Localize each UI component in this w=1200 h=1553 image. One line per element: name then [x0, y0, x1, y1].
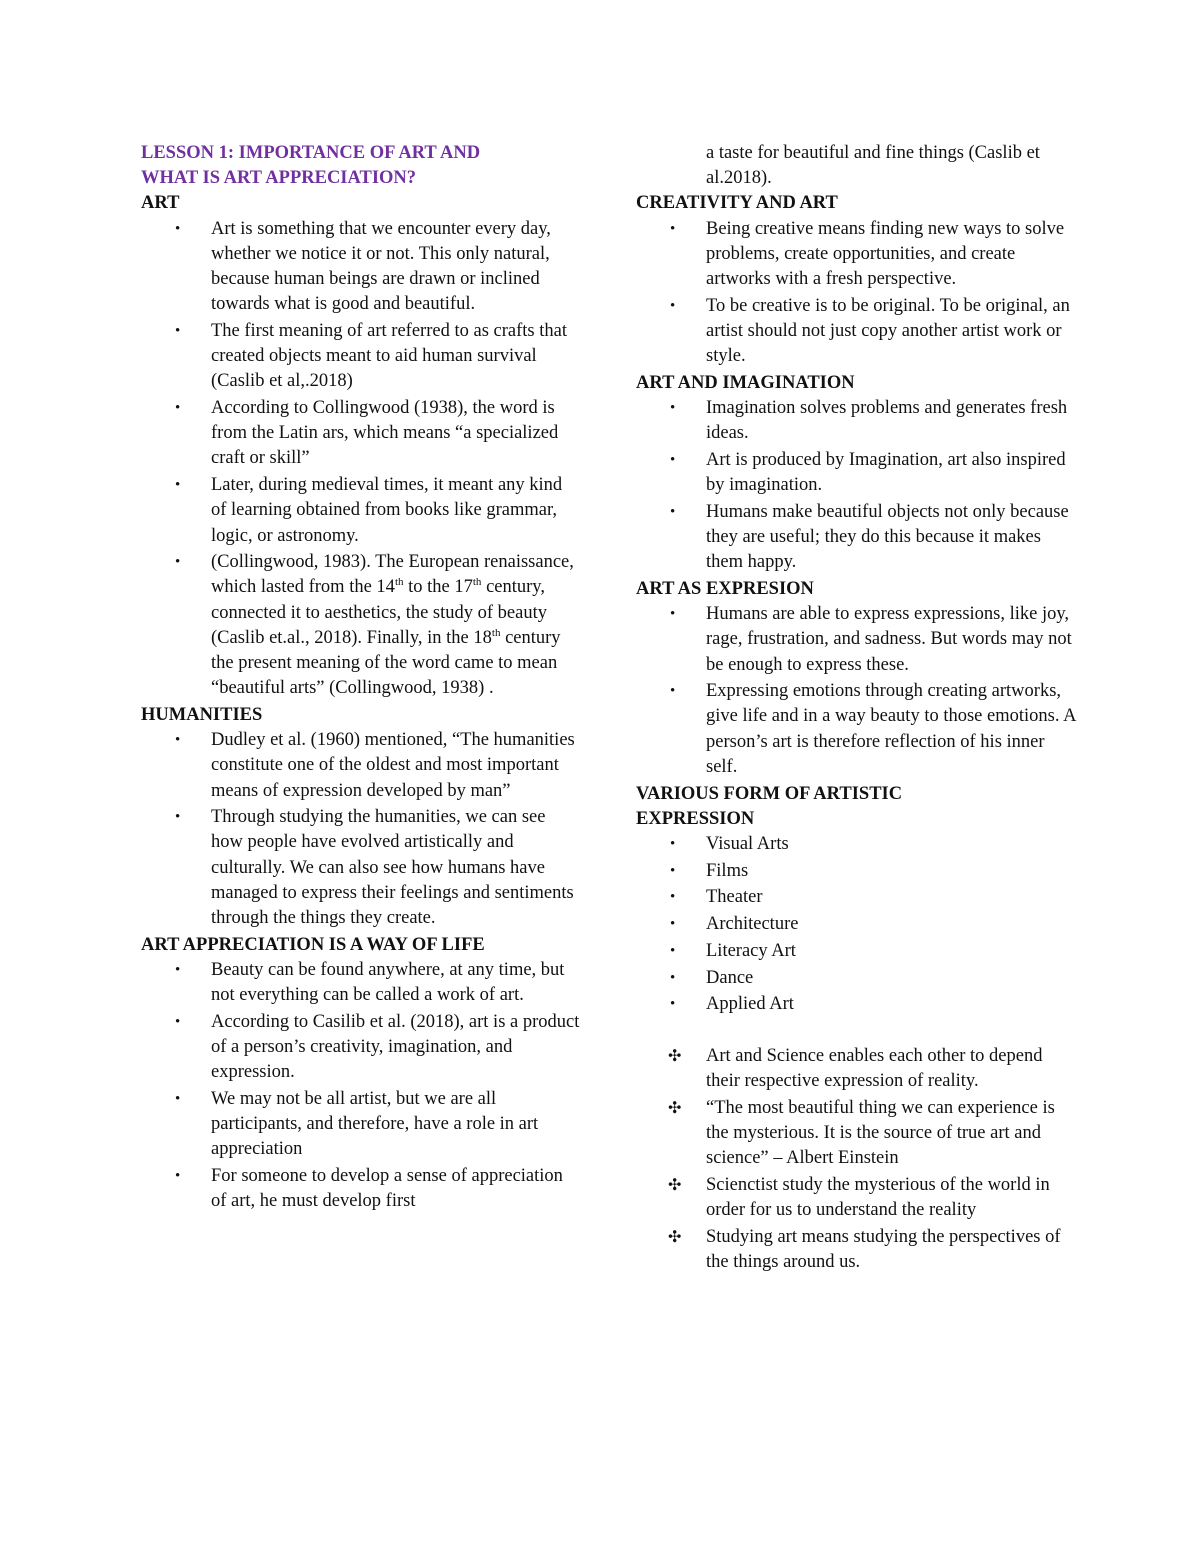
- bullet-icon: •: [175, 962, 181, 978]
- spacer: [636, 1019, 1076, 1044]
- bullet-icon: •: [670, 220, 676, 237]
- list-item: • Visual Arts: [636, 832, 1076, 857]
- right-column: [636, 141, 1076, 1277]
- diamond-bullet-icon: ✣: [668, 1099, 682, 1117]
- list-item: • Dance: [636, 966, 1076, 991]
- list-item: • Expressing emotions through creating artworks, give life and in a way beauty to those emotions. A person’s art is therefore reflection of his inner self.: [670, 681, 1076, 777]
- lesson-title: [141, 141, 581, 191]
- continued-paragraph: a taste for beautiful and fine things (Caslib et al.2018).: [706, 143, 1040, 189]
- bullet-icon: •: [670, 683, 676, 700]
- list-item: • Through studying the humanities, we can see how people have evolved artistically and culturally. We can also see how humans have managed to express their feelings and sentiments through the things they create.: [175, 807, 574, 929]
- diamond-bullet-icon: ✣: [668, 1176, 682, 1194]
- bullet-icon: •: [670, 942, 676, 959]
- list-item: • Architecture: [636, 912, 1076, 937]
- list-item: • Beauty can be found anywhere, at any time, but not everything can be called a work of art.: [175, 960, 565, 1006]
- art-heading: ART: [141, 193, 180, 214]
- left-column: [141, 141, 581, 1216]
- list-item: • (Collingwood, 1983). The European renaissance, which lasted from the 14th to the 17th century, connected it to aesthetics, the study of beauty (Caslib et.al., 2018). Finally, in the 18th century the present meaning of the word came to mean “beautiful arts” (Collingwood, 1938) .: [175, 552, 574, 699]
- bullet-icon: •: [175, 477, 181, 494]
- expression-heading: ART AS EXPRESION: [636, 578, 814, 599]
- notes-list: [636, 1044, 1076, 1275]
- list-item: • The first meaning of art referred to as crafts that created objects meant to aid human survival (Caslib et al,.2018): [175, 320, 567, 392]
- list-item: • Imagination solves problems and generates fresh ideas.: [670, 398, 1068, 444]
- list-item: • According to Collingwood (1938), the word is from the Latin ars, which means “a specialized craft or skill”: [175, 398, 559, 469]
- forms-heading: VARIOUS FORM OF ARTISTIC EXPRESSION: [636, 783, 903, 829]
- way-of-life-heading: ART APPRECIATION IS A WAY OF LIFE: [141, 934, 485, 955]
- bullet-icon: •: [670, 996, 676, 1013]
- bullet-icon: •: [175, 1013, 181, 1030]
- lesson-title-line1: LESSON 1: IMPORTANCE OF ART AND: [141, 143, 481, 163]
- way-of-life-list: [141, 958, 581, 1215]
- bullet-icon: •: [175, 732, 181, 749]
- creativity-heading: CREATIVITY AND ART: [636, 193, 838, 214]
- list-item: • Dudley et al. (1960) mentioned, “The humanities constitute one of the oldest and most important means of expression developed by man”: [175, 730, 575, 801]
- bullet-icon: •: [670, 297, 676, 314]
- diamond-bullet-icon: ✣: [668, 1228, 682, 1246]
- bullet-icon: •: [175, 554, 181, 571]
- bullet-icon: •: [670, 451, 676, 468]
- list-item: • Art is something that we encounter every day, whether we notice it or not. This only natural, because human beings are drawn or inclined towards what is good and beautiful.: [175, 218, 551, 315]
- bullet-icon: •: [670, 889, 676, 906]
- list-item: ✣ “The most beautiful thing we can experience is the mysterious. It is the source of true art and science” – Albert Einstein: [668, 1097, 1055, 1169]
- expression-list: [636, 602, 1076, 780]
- list-item: • To be creative is to be original. To be original, an artist should not just copy another artist work or style.: [670, 295, 1070, 367]
- list-item: • According to Casilib et al. (2018), art is a product of a person’s creativity, imagination, and expression.: [175, 1011, 580, 1083]
- bullet-icon: •: [670, 916, 676, 933]
- bullet-icon: •: [175, 1091, 181, 1108]
- bullet-icon: •: [670, 835, 676, 852]
- list-item: • For someone to develop a sense of appreciation of art, he must develop first: [175, 1166, 563, 1212]
- diamond-bullet-icon: ✣: [668, 1047, 682, 1065]
- art-list: [141, 217, 581, 702]
- list-item: • Humans are able to express expressions, like joy, rage, frustration, and sadness. But words may not be enough to express these.: [670, 604, 1072, 675]
- list-item: • Later, during medieval times, it meant any kind of learning obtained from books like grammar, logic, or astronomy.: [175, 475, 563, 546]
- list-item: ✣ Scienctist study the mysterious of the world in order for us to understand the reality: [668, 1174, 1050, 1221]
- list-item: • Being creative means finding new ways to solve problems, create opportunities, and create artworks with a fresh perspective.: [670, 218, 1065, 290]
- bullet-icon: •: [670, 503, 676, 520]
- bullet-icon: •: [175, 220, 181, 237]
- bullet-icon: •: [670, 606, 676, 623]
- bullet-icon: •: [175, 322, 181, 339]
- humanities-heading: HUMANITIES: [141, 704, 263, 725]
- list-item: • We may not be all artist, but we are all participants, and therefore, have a role in art appreciation: [175, 1089, 539, 1160]
- imagination-heading: ART AND IMAGINATION: [636, 372, 855, 393]
- list-item: • Literacy Art: [636, 939, 1076, 964]
- list-item: • Applied Art: [636, 992, 1076, 1017]
- list-item: ✣ Art and Science enables each other to depend their respective expression of reality.: [668, 1045, 1043, 1092]
- imagination-list: [636, 396, 1076, 575]
- humanities-list: [141, 728, 581, 931]
- bullet-icon: •: [175, 400, 181, 417]
- forms-list: [636, 832, 1076, 1017]
- list-item: • Theater: [636, 885, 1076, 910]
- bullet-icon: •: [670, 969, 676, 986]
- lesson-title-line2: WHAT IS ART APPRECIATION?: [141, 168, 417, 189]
- list-item: • Films: [636, 859, 1076, 884]
- creativity-list: [636, 217, 1076, 370]
- bullet-icon: •: [175, 809, 181, 826]
- list-item: • Art is produced by Imagination, art also inspired by imagination.: [670, 449, 1066, 496]
- bullet-icon: •: [670, 400, 676, 417]
- bullet-icon: •: [175, 1168, 181, 1185]
- list-item: ✣ Studying art means studying the perspectives of the things around us.: [668, 1226, 1061, 1273]
- list-item: • Humans make beautiful objects not only because they are useful; they do this because it makes them happy.: [670, 501, 1069, 573]
- bullet-icon: •: [670, 862, 676, 879]
